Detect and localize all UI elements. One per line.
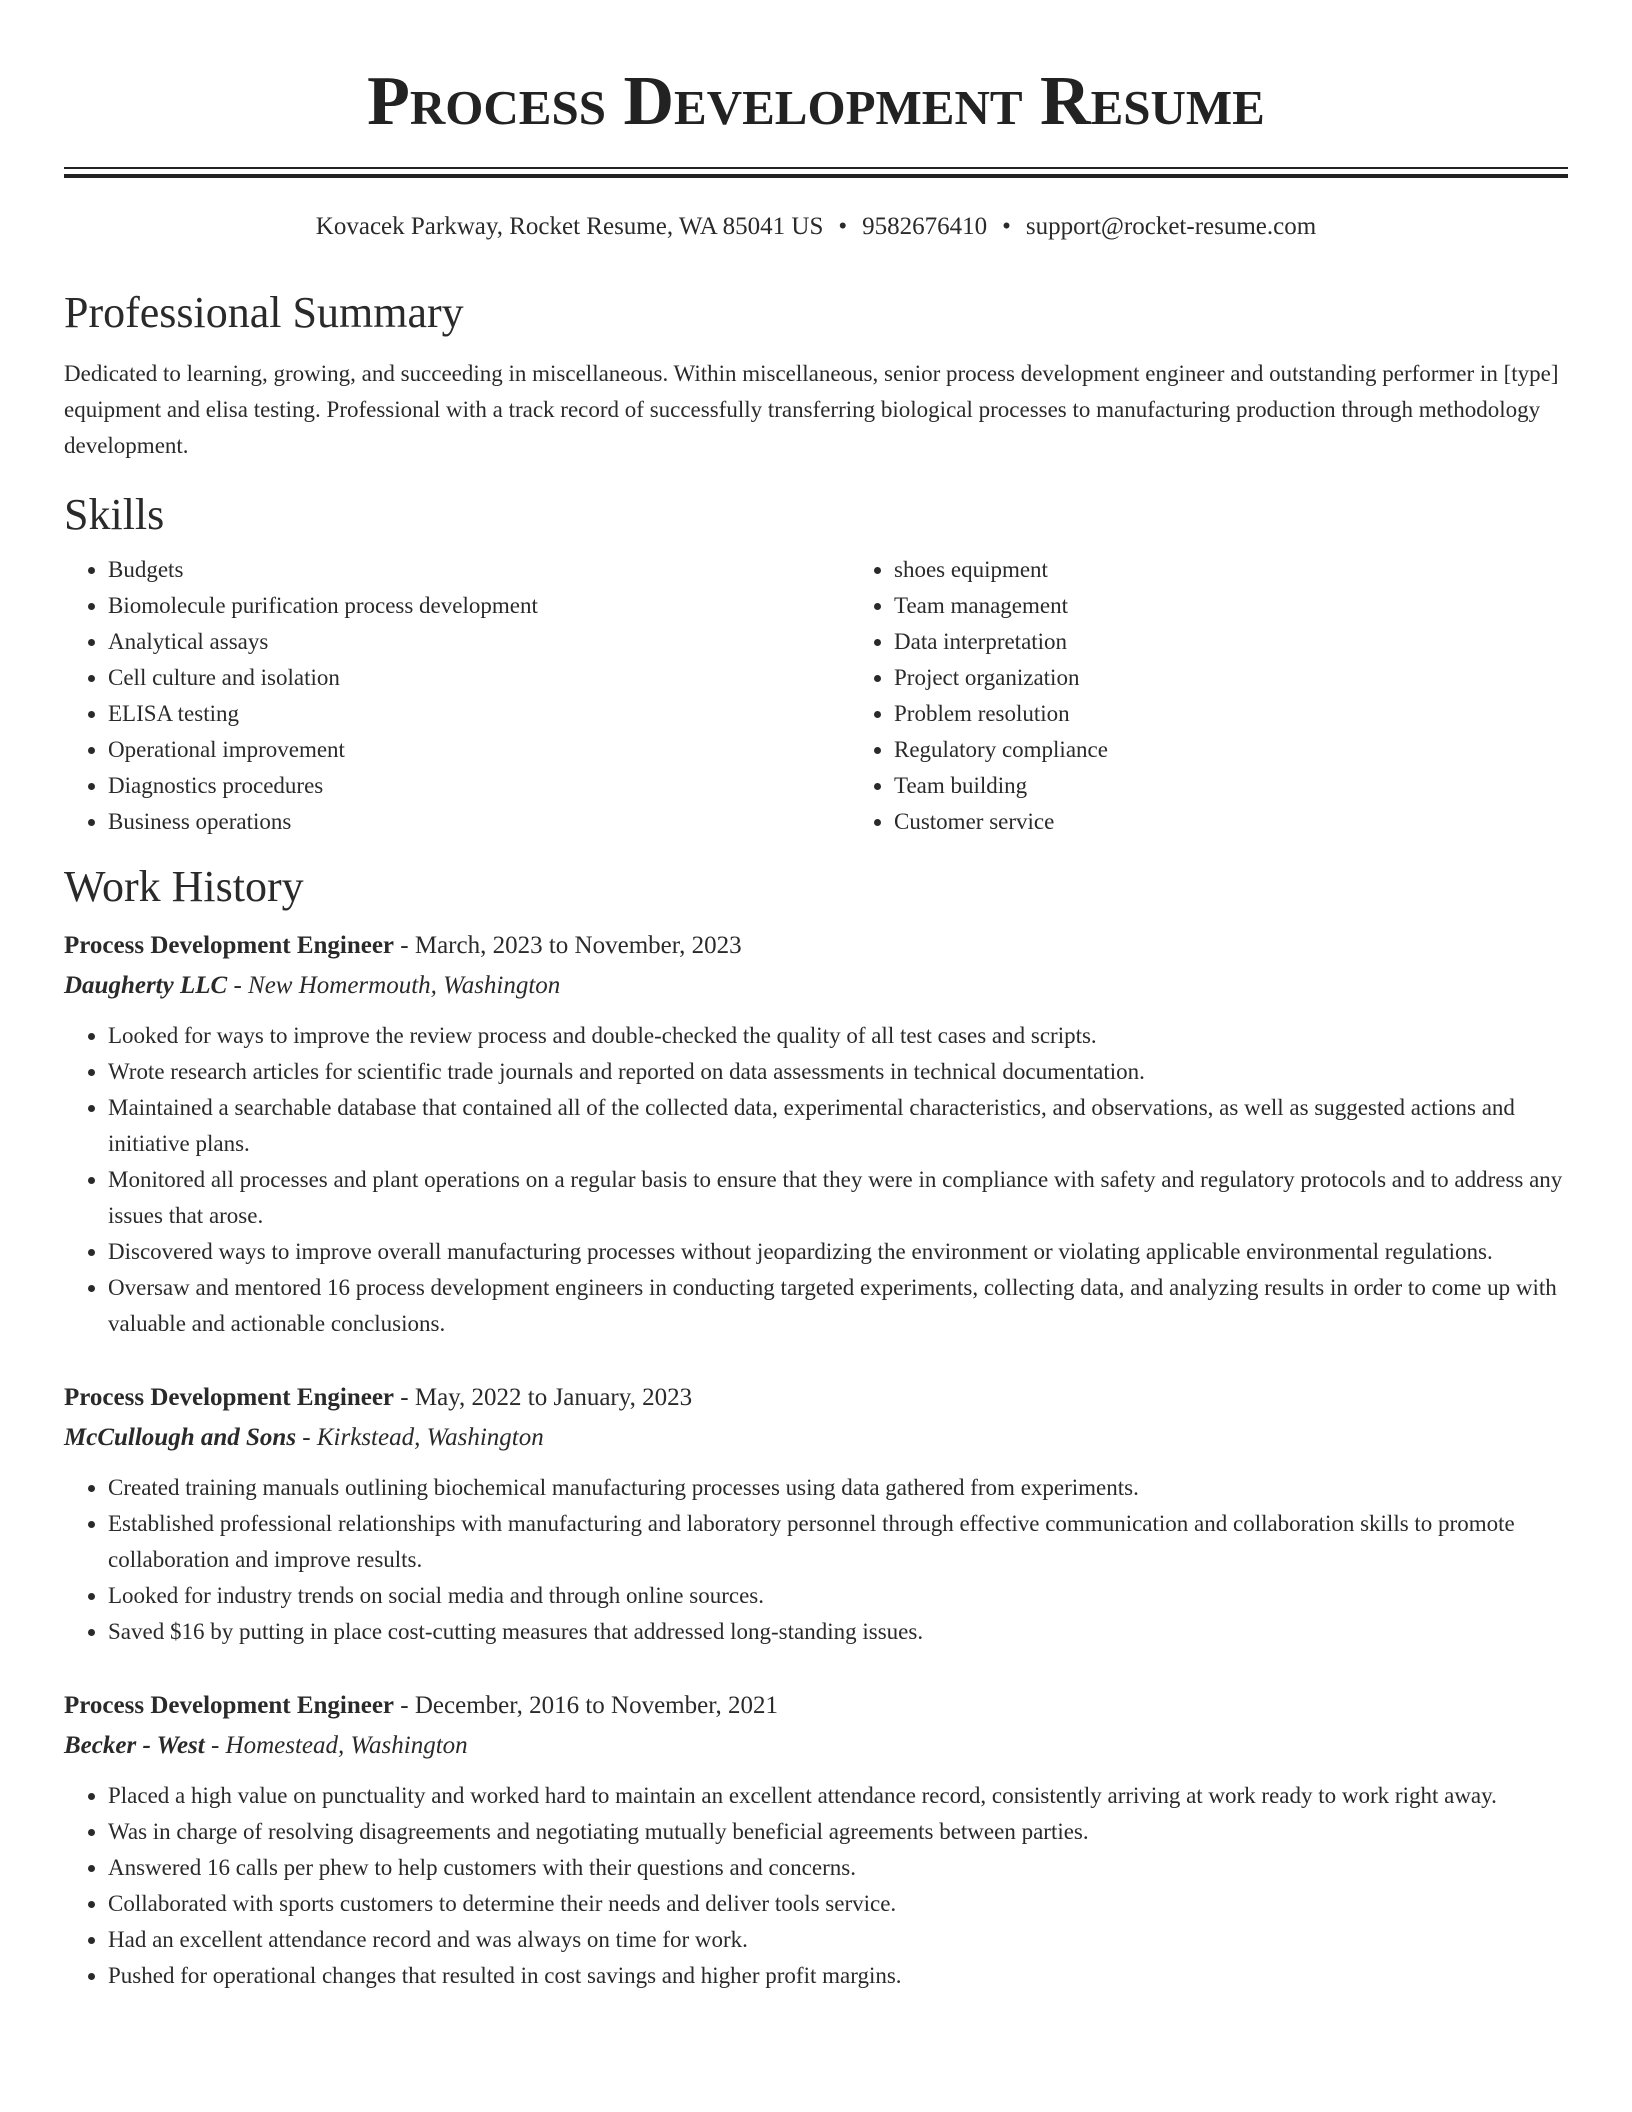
job-bullet: • Answered 16 calls per phew to help customers with their questions and concerns. xyxy=(108,1850,1568,1886)
job-bullet: • Looked for industry trends on social media and through online sources. xyxy=(108,1578,1568,1614)
contact-address: Kovacek Parkway, Rocket Resume, WA 85041 US xyxy=(315,213,824,240)
job-title-line xyxy=(64,1686,1568,1726)
job-bullets xyxy=(64,1018,1568,1342)
skill-item: • Biomolecule purification process development xyxy=(108,588,850,624)
title-divider-thin xyxy=(64,167,1568,169)
job-entry xyxy=(64,1686,1568,1994)
contact-separator: • xyxy=(1002,213,1011,240)
job-dash: - xyxy=(394,1692,415,1719)
job-bullet: • Maintained a searchable database that contained all of the collected data, experimental characteristics, and observations, as well as suggested actions and initiative plans. xyxy=(108,1090,1568,1162)
company-name: Daugherty LLC xyxy=(64,972,228,999)
skill-item: • Budgets xyxy=(108,552,850,588)
job-bullet: • Collaborated with sports customers to determine their needs and deliver tools service. xyxy=(108,1886,1568,1922)
job-entry xyxy=(64,1378,1568,1650)
job-bullet: • Monitored all processes and plant operations on a regular basis to ensure that they were in compliance with safety and regulatory protocols and to address any issues that arose. xyxy=(108,1162,1568,1234)
summary-text: Dedicated to learning, growing, and succeeding in miscellaneous. Within miscellaneous, senior process development engineer and outstanding performer in [type] equipment and elisa testing. Professional with a track record of successfully transferring biological processes to manufacturing production through methodology development. xyxy=(64,361,1559,458)
job-entry xyxy=(64,926,1568,1342)
skill-item: • Team building xyxy=(894,768,1632,804)
skill-item: • Business operations xyxy=(108,804,850,840)
skills-list-right xyxy=(850,552,1632,840)
job-dash: - xyxy=(394,932,415,959)
job-bullet: • Created training manuals outlining biochemical manufacturing processes using data gathered from experiments. xyxy=(108,1470,1568,1506)
resume-page xyxy=(64,0,1568,1994)
job-dates: December, 2016 to November, 2021 xyxy=(414,1692,779,1719)
job-bullet: • Was in charge of resolving disagreements and negotiating mutually beneficial agreements between parties. xyxy=(108,1814,1568,1850)
company-line xyxy=(64,966,1568,1006)
skill-item: • Project organization xyxy=(894,660,1632,696)
job-bullet: • Saved $16 by putting in place cost-cutting measures that addressed long-standing issues. xyxy=(108,1614,1568,1650)
job-dash: - xyxy=(394,1384,415,1411)
skill-item: • Analytical assays xyxy=(108,624,850,660)
skill-item: • Customer service xyxy=(894,804,1632,840)
job-bullet: • Oversaw and mentored 16 process development engineers in conducting targeted experiments, collecting data, and analyzing results in order to come up with valuable and actionable conclusions. xyxy=(108,1270,1568,1342)
job-bullet: • Looked for ways to improve the review process and double-checked the quality of all test cases and scripts. xyxy=(108,1018,1568,1054)
contact-separator: • xyxy=(838,213,848,240)
skills-columns xyxy=(64,552,1568,840)
company-line xyxy=(64,1726,1568,1766)
job-bullet: • Wrote research articles for scientific trade journals and reported on data assessments in technical documentation. xyxy=(108,1054,1568,1090)
job-dash: - xyxy=(204,1732,226,1759)
skill-item: • Team management xyxy=(894,588,1632,624)
skill-item: • ELISA testing xyxy=(108,696,850,732)
job-title-line xyxy=(64,926,1568,966)
job-bullet: • Established professional relationships with manufacturing and laboratory personnel through effective communication and collaboration skills to promote collaboration and improve results. xyxy=(108,1506,1568,1578)
job-title: Process Development Engineer xyxy=(64,932,395,959)
job-bullet: • Had an excellent attendance record and was always on time for work. xyxy=(108,1922,1568,1958)
job-bullets xyxy=(64,1470,1568,1650)
job-title-line xyxy=(64,1378,1568,1418)
skill-item: • shoes equipment xyxy=(894,552,1632,588)
skill-item: • Cell culture and isolation xyxy=(108,660,850,696)
skill-item: • Data interpretation xyxy=(894,624,1632,660)
job-dash: - xyxy=(227,972,249,999)
work-history-heading: Work History xyxy=(64,862,304,911)
skill-item: • Operational improvement xyxy=(108,732,850,768)
contact-email: support@rocket-resume.com xyxy=(1025,213,1317,240)
summary-heading: Professional Summary xyxy=(64,288,464,337)
skill-item: • Diagnostics procedures xyxy=(108,768,850,804)
company-line xyxy=(64,1418,1568,1458)
job-bullet: • Discovered ways to improve overall manufacturing processes without jeopardizing the environment or violating applicable environmental regulations. xyxy=(108,1234,1568,1270)
job-title: Process Development Engineer xyxy=(64,1692,395,1719)
job-bullets xyxy=(64,1778,1568,1994)
job-title: Process Development Engineer xyxy=(64,1384,395,1411)
company-location: Homestead, Washington xyxy=(225,1732,468,1759)
job-bullet: • Pushed for operational changes that resulted in cost savings and higher profit margins. xyxy=(108,1958,1568,1994)
skill-item: • Regulatory compliance xyxy=(894,732,1632,768)
company-name: Becker - West xyxy=(64,1732,205,1759)
job-dates: May, 2022 to January, 2023 xyxy=(414,1384,693,1411)
contact-phone: 9582676410 xyxy=(862,213,988,240)
job-dates: March, 2023 to November, 2023 xyxy=(414,932,742,959)
skills-heading: Skills xyxy=(64,490,165,539)
company-location: New Homermouth, Washington xyxy=(248,972,561,999)
skill-item: • Problem resolution xyxy=(894,696,1632,732)
job-dash: - xyxy=(296,1424,317,1451)
skills-list-left xyxy=(64,552,850,840)
company-location: Kirkstead, Washington xyxy=(316,1424,544,1451)
page-title: Process Development Resume xyxy=(367,63,1265,140)
job-bullet: • Placed a high value on punctuality and worked hard to maintain an excellent attendance record, consistently arriving at work ready to work right away. xyxy=(108,1778,1568,1814)
company-name: McCullough and Sons xyxy=(64,1424,297,1451)
title-divider-thick xyxy=(64,174,1568,178)
contact-line xyxy=(64,212,1568,242)
